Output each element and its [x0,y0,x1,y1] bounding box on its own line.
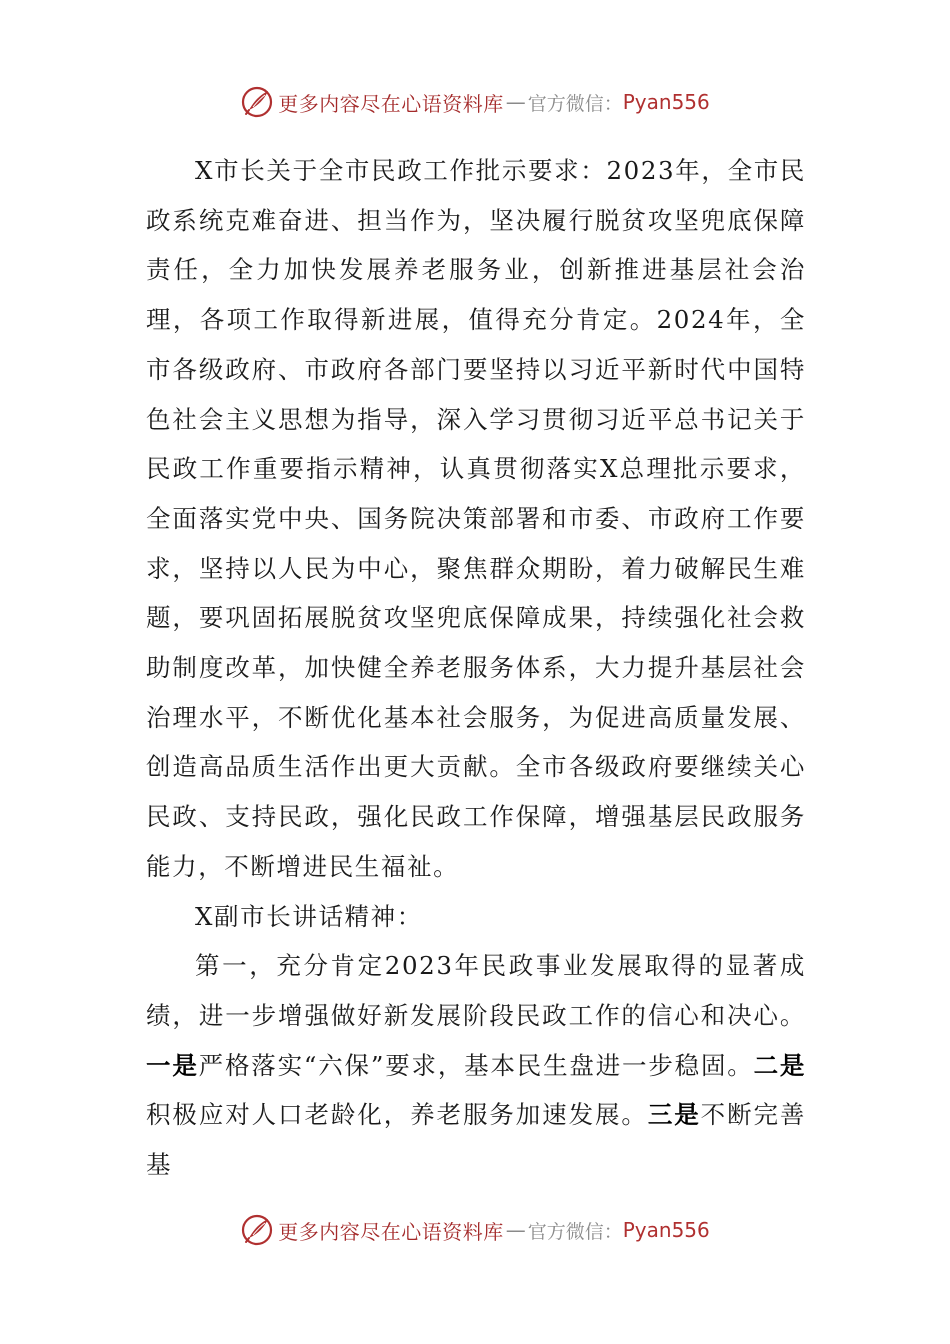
quill-pen-logo-icon [240,1213,274,1247]
banner-text: 更多内容尽在心语资料库 [278,91,504,116]
paragraph [146,941,806,1190]
paragraph-text: X市长关于全市民政工作批示要求：2023年，全市民政系统克难奋进、担当作为，坚决履行脱贫攻坚兜底保障责任，全力加快发展养老服务业，创新推进基层社会治理，各项工作取得新进展，值得充分肯定。2024年，全市各级政府、市政府各部门要坚持以习近平新时代中国特色社会主义思想为指导，深入学习贯彻习近平总书记关于民政工作重要指示精神，认真贯彻落实X总理批示要求，全面落实党中央、国务院决策部署和市委、市政府工作要求，坚持以人民为中心，聚焦群众期盼，着力破解民生难题，要巩固拓展脱贫攻坚兜底保障成果，持续强化社会救助制度改革，加快健全养老服务体系，大力提升基层社会治理水平，不断优化基本社会服务，为促进高质量发展、创造高品质生活作出更大贡献。全市各级政府要继续关心民政、支持民政，强化民政工作保障，增强基层民政服务能力，不断增进民生福祉。 [146,156,806,881]
paragraph-text: 第一，充分肯定2023年民政事业发展取得的显著成绩，进一步增强做好新发展阶段民政工作的信心和决心。 [146,951,806,1030]
banner-dash: — [505,1218,526,1242]
banner-wechat-label: 官方微信： [527,1220,623,1243]
bold-lead-text: 三是 [647,1100,701,1130]
paragraph-text: 严格落实“六保”要求，基本民生盘进一步稳固。 [198,1050,754,1080]
bold-lead-text: 二是 [753,1050,807,1080]
paragraph-text: 积极应对人口老龄化，养老服务加速发展。 [146,1100,648,1130]
document-body [146,146,806,1190]
bold-lead-text: 一是 [146,1050,199,1080]
paragraph-text: 不断完善基 [146,1100,806,1180]
footer-watermark-banner [0,1208,950,1252]
banner-wechat-id: Pyan556 [622,90,710,114]
banner-dash: — [505,90,526,114]
quill-pen-logo-icon [240,85,274,119]
paragraph-text: X副市长讲话精神： [195,901,423,931]
banner-wechat-id: Pyan556 [622,1218,710,1242]
banner-text: 更多内容尽在心语资料库 [278,1219,504,1244]
banner-wechat-label: 官方微信： [527,92,623,115]
header-watermark-banner [0,80,950,124]
paragraph [146,892,806,942]
paragraph [146,146,806,892]
